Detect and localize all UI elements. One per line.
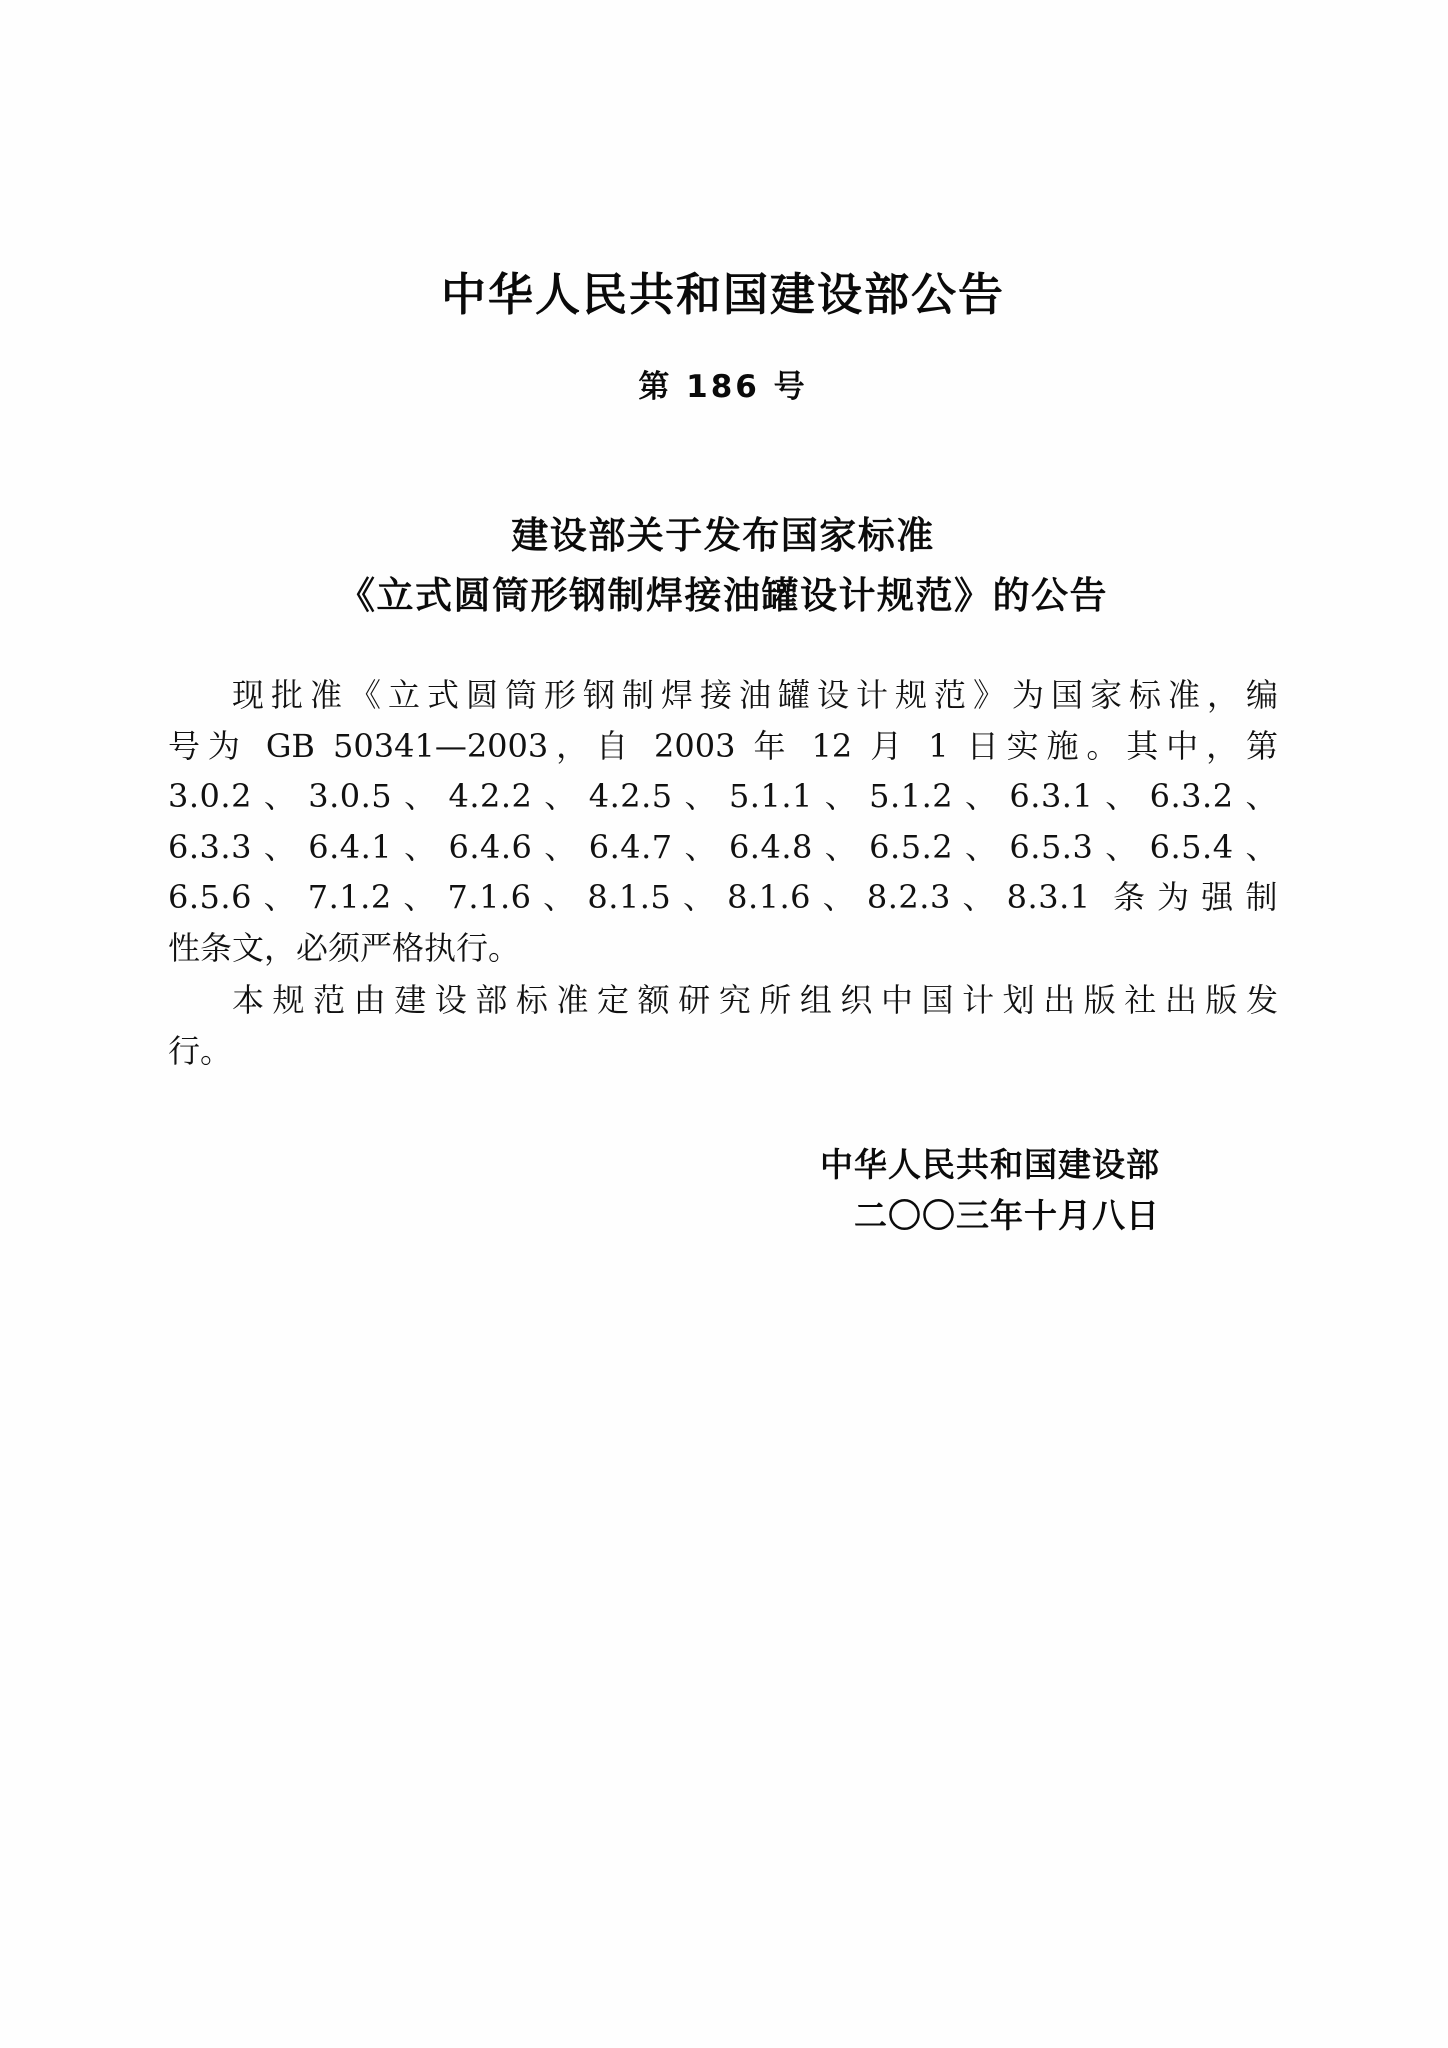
signature-block: [168, 1077, 1278, 1241]
paragraph-approval: [168, 670, 1278, 973]
paragraph-publisher: [168, 973, 1278, 1076]
subject-line-1: 建设部关于发布国家标准: [511, 514, 935, 558]
paragraph-approval-line-4: 6.3.3、6.4.1、6.4.6、6.4.7、6.4.8、6.5.2、6.5.3、6.5.4、: [168, 827, 1278, 866]
paragraph-approval-line-2: 号为 GB 50341—2003，自 2003 年 12 月 1 日实施。其中，第: [168, 726, 1278, 765]
paragraph-approval-line-3: 3.0.2、3.0.5、4.2.2、4.2.5、5.1.1、5.1.2、6.3.1、6.3.2、: [168, 777, 1278, 816]
announcement-number: 第 186 号: [638, 369, 808, 406]
paragraph-approval-line-6: 性条文，必须严格执行。: [168, 928, 521, 967]
page-content: [168, 0, 1278, 1241]
paragraph-publisher-line-1: 本规范由建设部标准定额研究所组织中国计划出版社出版发: [232, 981, 1278, 1020]
paragraph-approval-line-5: 6.5.6、7.1.2、7.1.6、8.1.5、8.1.6、8.2.3、8.3.1 条为强制: [168, 878, 1278, 917]
signature-date: 二〇〇三年十月八日: [854, 1195, 1160, 1235]
subject-line-2: 《立式圆筒形钢制焊接油罐设计规范》的公告: [338, 574, 1108, 618]
body-text: [168, 626, 1278, 1076]
page-title: 中华人民共和国建设部公告: [440, 268, 1005, 321]
paragraph-approval-line-1: 现批准《立式圆筒形钢制焊接油罐设计规范》为国家标准，编: [232, 676, 1278, 715]
paragraph-publisher-line-2: 行。: [168, 1031, 233, 1070]
signature-issuer: 中华人民共和国建设部: [820, 1144, 1160, 1184]
subject-heading: [168, 406, 1278, 626]
